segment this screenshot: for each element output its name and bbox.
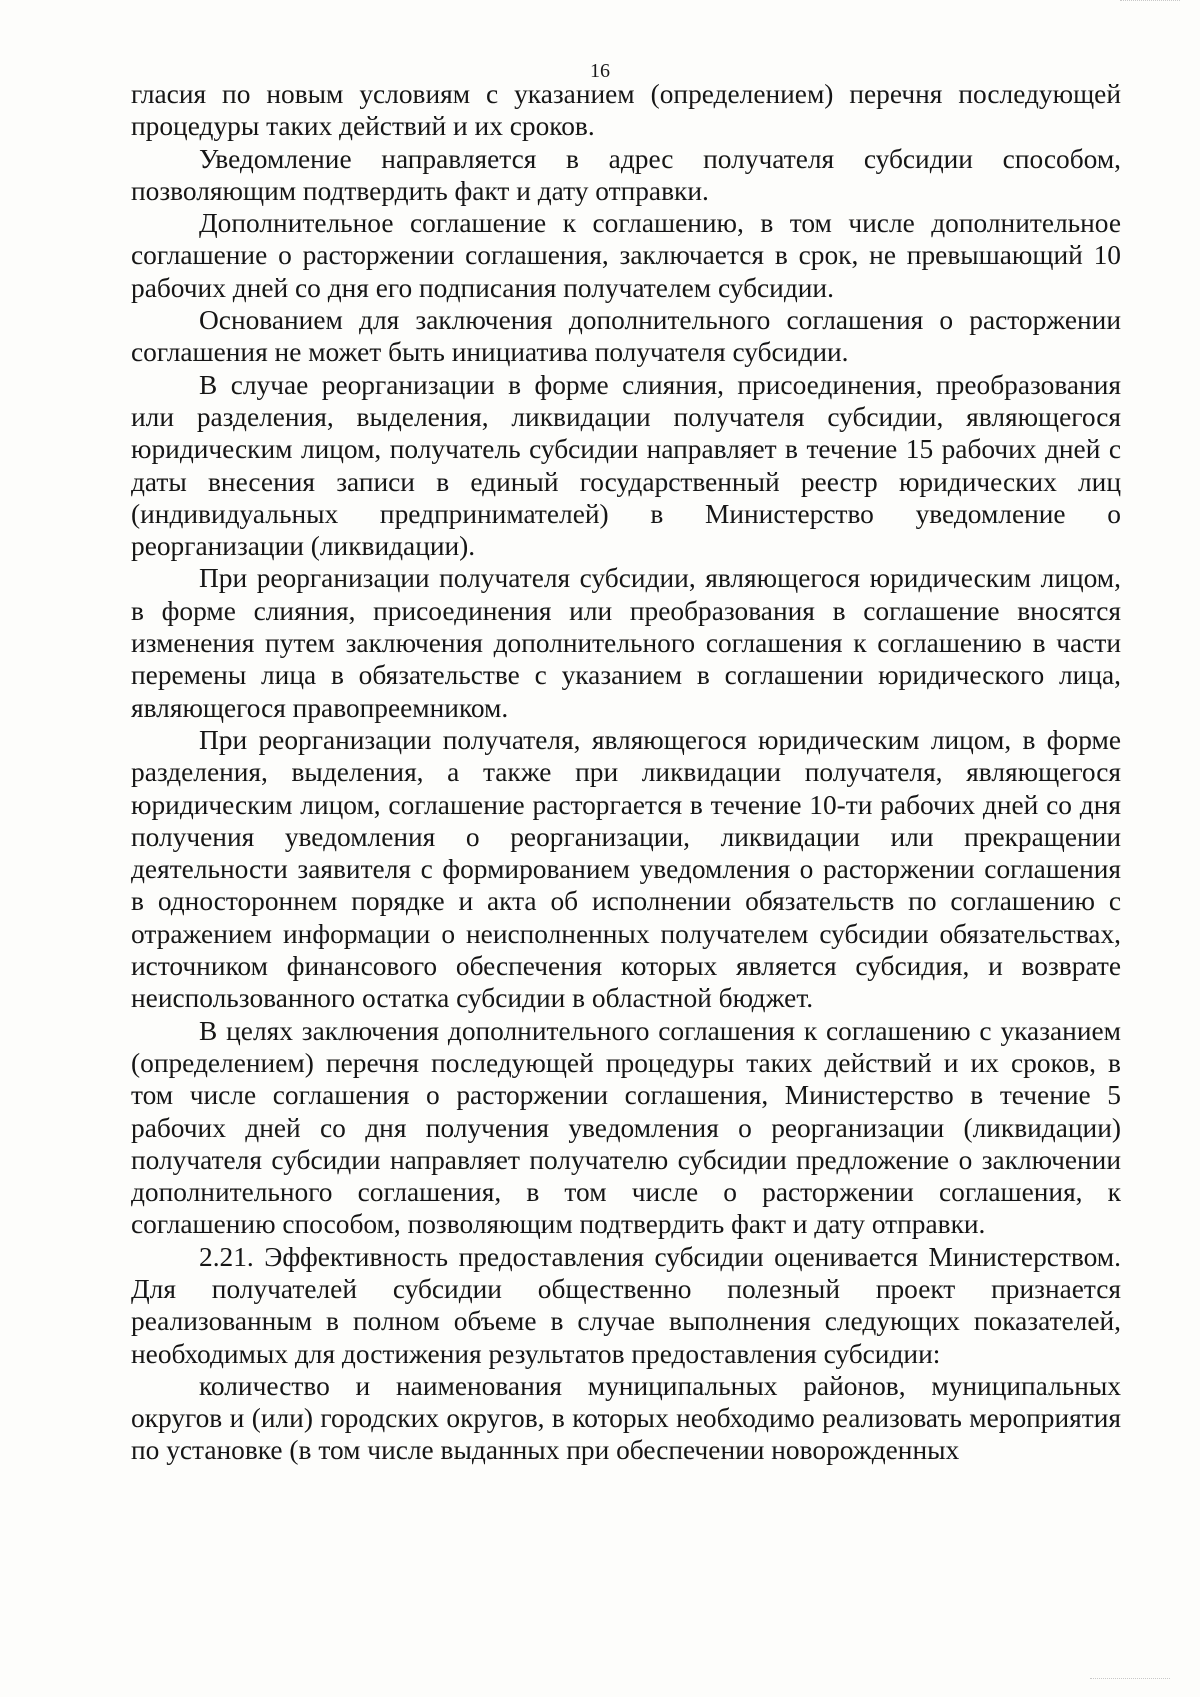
paragraph-ministry-proposal: В целях заключения дополнительного соглашения к соглашению с указанием (определением) перечня последующей процедуры таких действий и их сроков, в том числе соглашения о расторжении соглашения, Министерство в течение 5 рабочих дней со дня получения уведомления о реорганизации (ликвидации) получателя субсидии направляет получателю субсидии предложение о заключении дополнительного соглашения, в том числе о расторжении соглашения, к соглашению способом, позволяющим подтвердить факт и дату отправки. <box>131 1015 1121 1240</box>
paragraph-reorganization-merger: При реорганизации получателя субсидии, являющегося юридическим лицом, в форме слияния, присоединения или преобразования в соглашение вносятся изменения путем заключения дополнительного соглашения к соглашению в части перемены лица в обязательстве с указанием в соглашении юридического лица, являющегося правопреемником. <box>131 563 1121 723</box>
page-number: 16 <box>590 60 610 82</box>
paragraph-reorganization-notice: В случае реорганизации в форме слияния, присоединения, преобразования или разделения, выделения, ликвидации получателя субсидии, являющегося юридическим лицом, получатель субсидии направляет в течение 15 рабочих дней с даты внесения записи в единый государственный реестр юридических лиц (индивидуальных предпринимателей) в Министерство уведомление о реорганизации (ликвидации). <box>131 369 1121 562</box>
paragraph-section-2-21: 2.21. Эффективность предоставления субсидии оценивается Министерством. Для получателей субсидии общественно полезный проект признается реализованным в полном объеме в случае выполнения следующих показателей, необходимых для достижения результатов предоставления субсидии: <box>131 1241 1121 1369</box>
paragraph-termination-basis: Основанием для заключения дополнительного соглашения о расторжении соглашения не может быть инициатива получателя субсидии. <box>131 305 1121 368</box>
scan-edge-mark-bottom <box>1090 1678 1170 1683</box>
paragraph-additional-agreement: Дополнительное соглашение к соглашению, в том числе дополнительное соглашение о расторжении соглашения, заключается в срок, не превышающий 10 рабочих дней со дня его подписания получателем субсидии. <box>131 208 1121 303</box>
paragraph-notification: Уведомление направляется в адрес получателя субсидии способом, позволяющим подтвердить факт и дату отправки. <box>131 143 1121 206</box>
body-text <box>131 78 1121 1467</box>
paragraph-continuation: гласия по новым условиям с указанием (определением) перечня последующей процедуры таких действий и их сроков. <box>131 79 1121 142</box>
paragraph-reorganization-division: При реорганизации получателя, являющегося юридическим лицом, в форме разделения, выделения, а также при ликвидации получателя, являющегося юридическим лицом, соглашение расторгается в течение 10-ти рабочих дней со дня получения уведомления о реорганизации, ликвидации или прекращении деятельности заявителя с формированием уведомления о расторжении соглашения в одностороннем порядке и акта об исполнении обязательств по соглашению с отражением информации о неисполненных получателем субсидии обязательствах, источником финансового обеспечения которых является субсидия, и возврате неиспользованного остатка субсидии в областной бюджет. <box>131 724 1121 1014</box>
paragraph-indicator-list: количество и наименования муниципальных районов, муниципальных округов и (или) городских округов, в которых необходимо реализовать мероприятия по установке (в том числе выданных при обеспечении новорожденных <box>131 1370 1121 1466</box>
scan-edge-mark-top <box>1120 0 1180 5</box>
